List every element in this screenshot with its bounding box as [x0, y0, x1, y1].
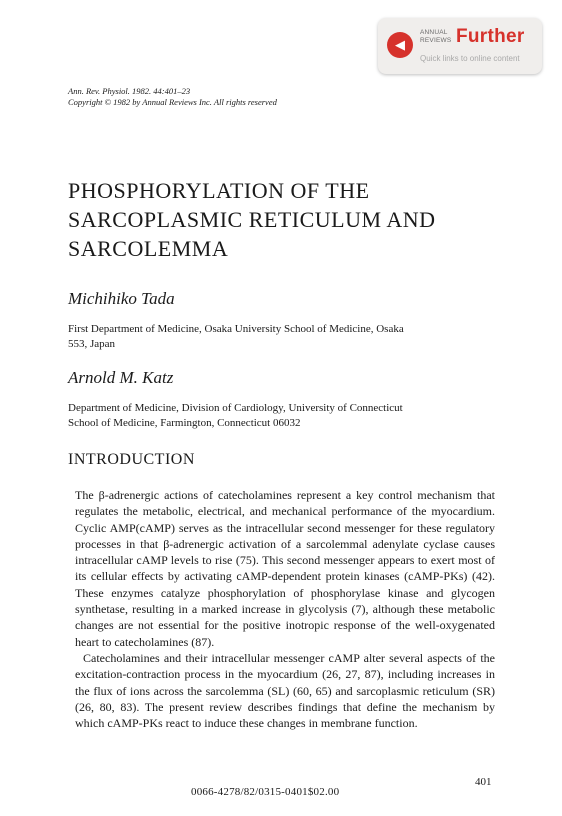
title-line-2: SARCOPLASMIC RETICULUM AND — [68, 207, 436, 232]
section-heading: INTRODUCTION — [68, 451, 195, 468]
body-paragraph: The β-adrenergic actions of catecholamines represent a key control mechanism that regulates the metabolic, electrical, and mechanical performance of the myocardium. Cyclic AMP(cAMP) serves as the intracellular second messenger for these regulatory processes in that β-adrenergic activation of a sarcolemmal adenylate cyclase causes intracellular cAMP levels to rise (75). This second messenger appears to exert most of its cellular effects by activating cAMP-dependent protein kinases (cAMP-PKs) (42). These enzymes catalyze phosphorylation of phosphorylase kinase and glycogen synthetase, resulting in a marked increase in glycolysis (7), although these metabolic changes are not essential for the positive inotropic response of the well-oxygenated heart to catecholamines (87). — [75, 488, 495, 649]
article-title — [68, 176, 508, 263]
annual-reviews-further-badge[interactable] — [378, 18, 542, 74]
citation-block — [68, 86, 277, 107]
badge-further-word: Further — [456, 26, 525, 47]
citation-line-2: Copyright © 1982 by Annual Reviews Inc. All rights reserved — [68, 96, 277, 107]
body-paragraph: Catecholamines and their intracellular messenger cAMP alter several aspects of the excitation-contraction process in the myocardium (26, 27, 87), including increases in the flux of ions across the sarcolemma (SL) (60, 65) and sarcoplasmic reticulum (SR) (26, 80, 83). The present review describes findings that define the mechanism by which cAMP-PKs react to induce these changes in membrane function. — [75, 650, 495, 731]
title-line-3: SARCOLEMMA — [68, 236, 229, 261]
author-name: Arnold M. Katz — [68, 368, 174, 387]
author-name: Michihiko Tada — [68, 289, 175, 308]
citation-line-1: Ann. Rev. Physiol. 1982. 44:401–23 — [68, 86, 191, 96]
arrow-left-icon: ◀ — [387, 32, 413, 58]
body-text — [75, 487, 495, 731]
badge-subtitle: Quick links to online content — [420, 54, 520, 63]
footer-code: 0066-4278/82/0315-0401$02.00 — [191, 786, 340, 798]
badge-annual-reviews-text: ANNUAL REVIEWS — [420, 29, 452, 44]
author-affiliation: Department of Medicine, Division of Cardiology, University of Connecticut School of Medicine, Farmington, Connecticut 06032 — [68, 402, 403, 429]
author-affiliation: First Department of Medicine, Osaka University School of Medicine, Osaka 553, Japan — [68, 323, 404, 350]
title-line-1: PHOSPHORYLATION OF THE — [68, 178, 370, 203]
page-number: 401 — [475, 776, 492, 788]
